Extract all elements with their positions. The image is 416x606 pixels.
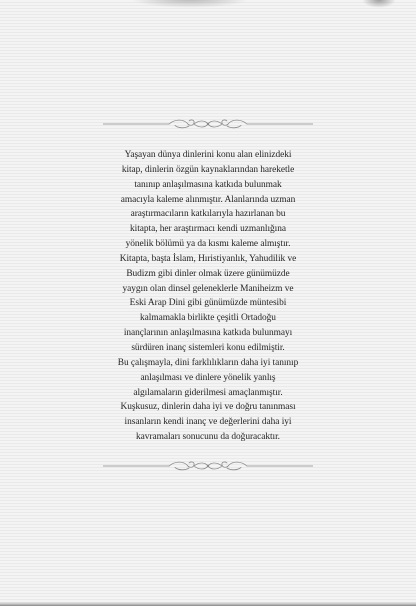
paragraph-line: algılamaların giderilmesi amaçlanmıştır. xyxy=(133,387,283,398)
paragraph-line: tanınıp anlaşılmasına katkıda bulunmak xyxy=(134,179,282,190)
bottom-ornament-divider-icon xyxy=(103,458,313,474)
paragraph-line: amacıyla kaleme alınmıştır. Alanlarında uzman xyxy=(120,194,296,205)
top-ornament-divider-icon xyxy=(103,116,313,132)
paragraph-line: insanların kendi inanç ve değerlerini daha iyi xyxy=(124,417,292,428)
paragraph-line: kitap, dinlerin özgün kaynaklarından hareketle xyxy=(121,164,295,175)
paragraph-line: Bu çalışmayla, dini farklılıkların daha iyi tanınıp xyxy=(117,357,299,368)
top-edge-shadow xyxy=(0,0,416,14)
top-left-shadow xyxy=(130,0,250,8)
top-right-shadow xyxy=(362,0,396,8)
bottom-edge-shadow xyxy=(0,602,416,606)
paragraph-line: Yaşayan dünya dinlerini konu alan elinizdeki xyxy=(124,150,292,160)
description-paragraph xyxy=(104,148,312,445)
paragraph-line: kitapta, her araştırmacı kendi uzmanlığına xyxy=(130,224,286,235)
paragraph-line: sürdüren inanç sistemleri konu edilmiştir. xyxy=(131,342,285,353)
paragraph-line: kavramaları sonucunu da doğuracaktır. xyxy=(136,432,280,443)
paragraph-line: Budizm gibi dinler olmak üzere günümüzde xyxy=(126,268,290,279)
paragraph-line: anlaşılması ve dinlere yönelik yanlış xyxy=(140,372,276,383)
paragraph-line: araştırmacıların katkılarıyla hazırlanan bu xyxy=(130,209,286,220)
paragraph-line: Eski Arap Dini gibi günümüzde müntesibi xyxy=(129,298,287,309)
paragraph-line: yaygın olan dinsel geleneklerle Maniheizm ve xyxy=(122,283,294,294)
paragraph-line: Kuşkusuz, dinlerin daha iyi ve doğru tanınması xyxy=(120,402,296,413)
paragraph-line: Kitapta, başta İslam, Hıristiyanlık, Yahudilik ve xyxy=(119,253,297,264)
paragraph-line: inançlarının anlaşılmasına katkıda bulunmayı xyxy=(123,328,293,339)
paragraph-line: kalmamakla birlikte çeşitli Ortadoğu xyxy=(140,313,276,324)
paragraph-line: yönelik bölümü ya da kısmı kaleme almıştır. xyxy=(125,239,291,250)
